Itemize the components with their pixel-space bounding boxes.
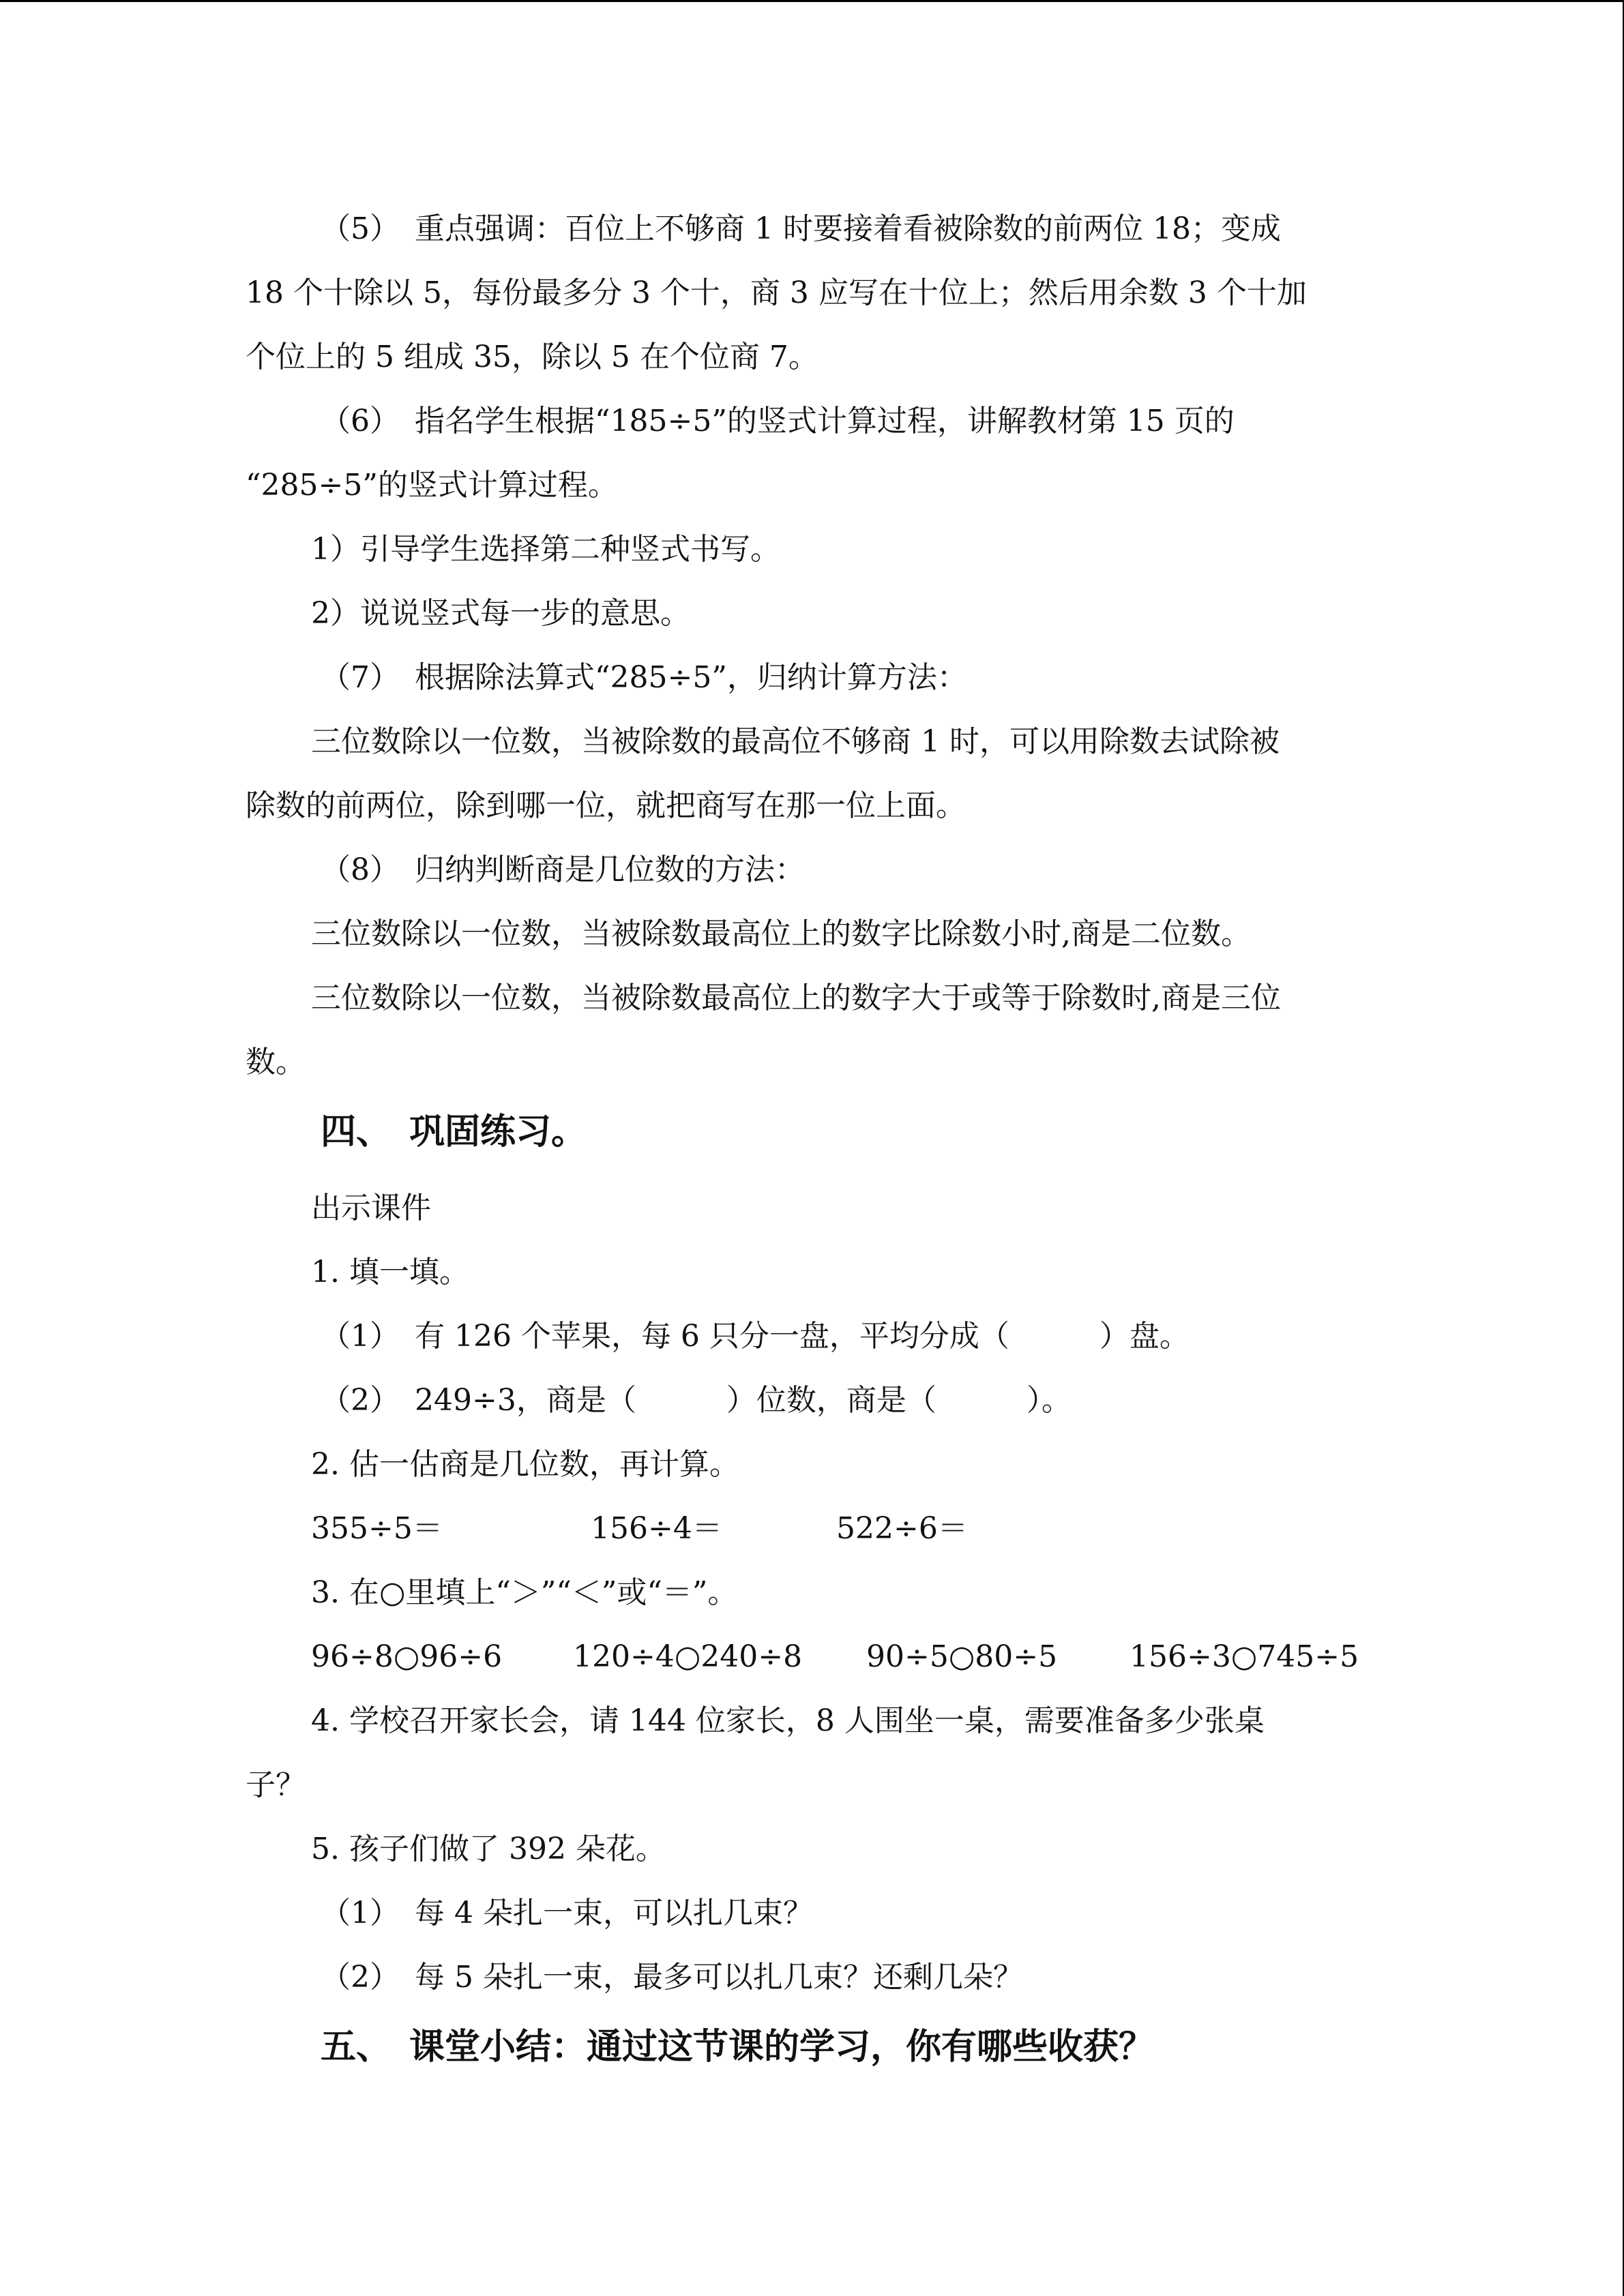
paragraph-line: 三位数除以一位数，当被除数最高位上的数字大于或等于除数时,商是三位 xyxy=(311,981,1281,1015)
exercise-item: （2） 每 5 朵扎一束，最多可以扎几束？还剩几朵？ xyxy=(321,1960,1023,1995)
exercise-item: （1） 有 126 个苹果，每 6 只分一盘，平均分成（ ）盘。 xyxy=(321,1319,1190,1354)
section-heading: 四、 巩固练习。 xyxy=(321,1112,587,1152)
paragraph-line: 个位上的 5 组成 35，除以 5 在个位商 7。 xyxy=(246,340,818,374)
paragraph-line: （5） 重点强调：百位上不够商 1 时要接着看被除数的前两位 18；变成 xyxy=(321,211,1281,246)
paragraph-line: 除数的前两位，除到哪一位，就把商写在那一位上面。 xyxy=(246,788,966,823)
paragraph-line: （8） 归纳判断商是几位数的方法： xyxy=(321,852,805,887)
calc-expression: 522÷6＝ xyxy=(836,1511,968,1546)
list-item: 1. 填一填。 xyxy=(311,1255,469,1289)
paragraph-line: 子？ xyxy=(246,1768,306,1802)
list-item: 2）说说竖式每一步的意思。 xyxy=(311,596,690,631)
paragraph-line: 18 个十除以 5，每份最多分 3 个十，商 3 应写在十位上；然后用余数 3 个十加 xyxy=(246,275,1307,310)
list-item: 5. 孩子们做了 392 朵花。 xyxy=(311,1832,666,1866)
section-heading: 五、 课堂小结：通过这节课的学习，你有哪些收获？ xyxy=(321,2027,1155,2068)
compare-expression: 156÷3○745÷5 xyxy=(1130,1639,1359,1674)
paragraph-line: 三位数除以一位数，当被除数的最高位不够商 1 时，可以用除数去试除被 xyxy=(311,724,1280,759)
compare-expression: 120÷4○240÷8 xyxy=(573,1639,803,1674)
paragraph-line: 三位数除以一位数，当被除数最高位上的数字比除数小时,商是二位数。 xyxy=(311,916,1251,951)
compare-expression: 90÷5○80÷5 xyxy=(866,1639,1058,1674)
list-item: 4. 学校召开家长会，请 144 位家长，8 人围坐一桌，需要准备多少张桌 xyxy=(311,1703,1265,1738)
compare-expression: 96÷8○96÷6 xyxy=(311,1639,503,1674)
list-item: 2. 估一估商是几位数，再计算。 xyxy=(311,1447,739,1482)
exercise-item: （2） 249÷3，商是（ ）位数，商是（ ）。 xyxy=(321,1383,1072,1418)
paragraph-line: 数。 xyxy=(246,1045,306,1079)
paragraph-line: （6） 指名学生根据“185÷5”的竖式计算过程，讲解教材第 15 页的 xyxy=(321,404,1235,438)
calc-expression: 355÷5＝ xyxy=(311,1511,443,1546)
paragraph-line: 出示课件 xyxy=(311,1191,431,1225)
exercise-item: （1） 每 4 朵扎一束，可以扎几束？ xyxy=(321,1896,813,1930)
calc-expression: 156÷4＝ xyxy=(591,1511,722,1546)
paragraph-line: “285÷5”的竖式计算过程。 xyxy=(246,468,618,503)
list-item: 1）引导学生选择第二种竖式书写。 xyxy=(311,532,780,567)
list-item: 3. 在○里填上“＞”“＜”或“＝”。 xyxy=(311,1575,738,1610)
paragraph-line: （7） 根据除法算式“285÷5”，归纳计算方法： xyxy=(321,660,967,695)
